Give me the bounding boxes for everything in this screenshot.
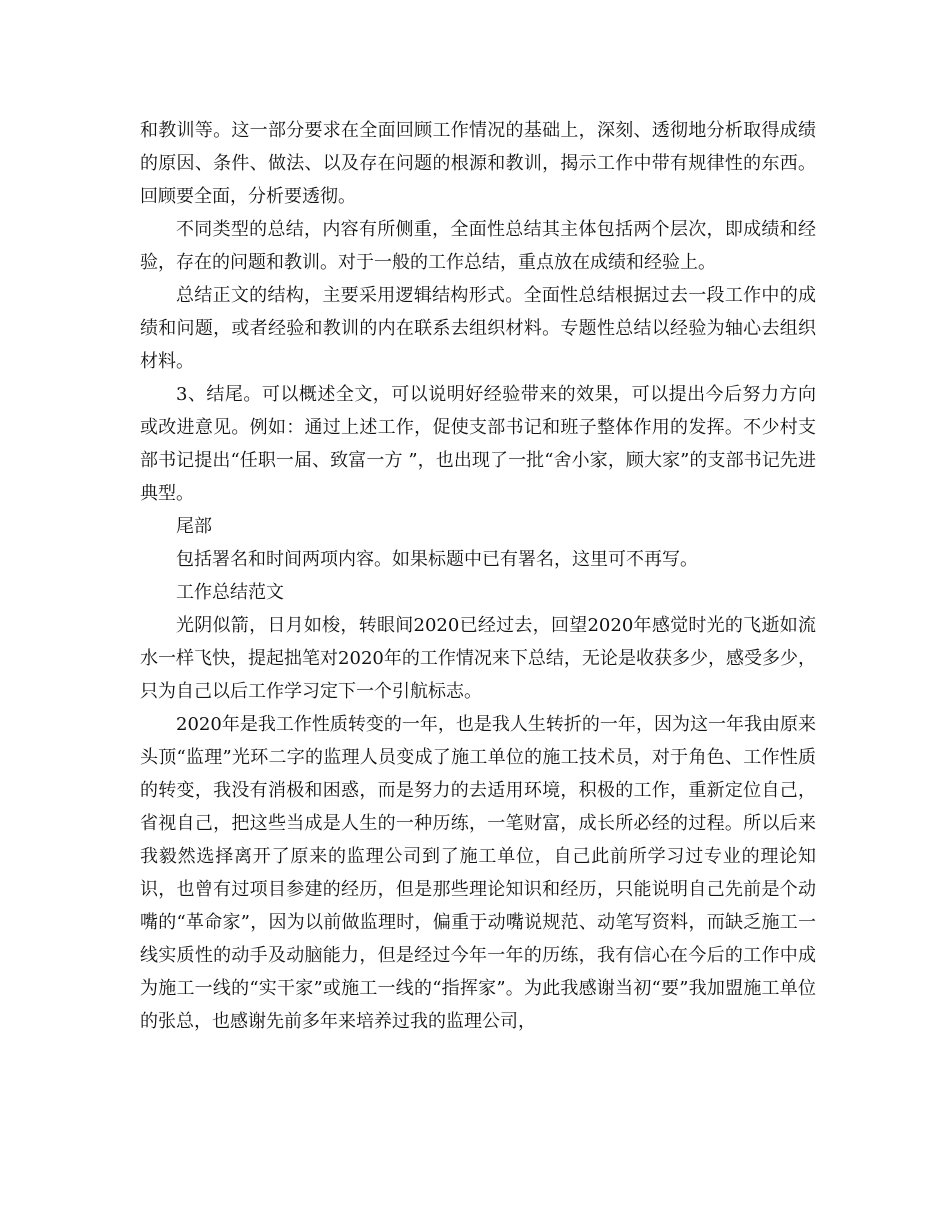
paragraph-3: 总结正文的结构，主要采用逻辑结构形式。全面性总结根据过去一段工作中的成绩和问题，或者经验和教训的内在联系去组织材料。专题性总结以经验为轴心去组织材料。 <box>140 285 816 372</box>
paragraph-2: 不同类型的总结，内容有所侧重，全面性总结其主体包括两个层次，即成绩和经验，存在的问题和教训。对于一般的工作总结，重点放在成绩和经验上。 <box>140 219 816 273</box>
document-body <box>140 114 816 1038</box>
paragraph-6: 包括署名和时间两项内容。如果标题中已有署名，这里可不再写。 <box>176 549 698 570</box>
section-heading-sample: 工作总结范文 <box>176 582 284 603</box>
section-heading-tail: 尾部 <box>176 516 212 537</box>
paragraph-4: 3、结尾。可以概述全文，可以说明好经验带来的效果，可以提出今后努力方向或改进意见。例如：通过上述工作，促使支部书记和班子整体作用的发挥。不少村支部书记提出“任职一届、致富一方 ”，也出现了一批“舍小家，顾大家”的支部书记先进典型。 <box>140 384 816 504</box>
paragraph-1: 和教训等。这一部分要求在全面回顾工作情况的基础上，深刻、透彻地分析取得成绩的原因、条件、做法、以及存在问题的根源和教训，揭示工作中带有规律性的东西。回顾要全面，分析要透彻。 <box>140 120 816 207</box>
paragraph-8: 光阴似箭，日月如梭，转眼间2020已经过去，回望2020年感觉时光的飞逝如流水一样飞快，提起拙笔对2020年的工作情况来下总结，无论是收获多少，感受多少，只为自己以后工作学习定下一个引航标志。 <box>140 615 816 702</box>
paragraph-9: 2020年是我工作性质转变的一年，也是我人生转折的一年，因为这一年我由原来头顶“监理”光环二字的监理人员变成了施工单位的施工技术员，对于角色、工作性质的转变，我没有消极和困惑，而是努力的去适用环境，积极的工作，重新定位自己，省视自己，把这些当成是人生的一种历练，一笔财富，成长所必经的过程。所以后来我毅然选择离开了原来的监理公司到了施工单位，自己此前所学习过专业的理论知识，也曾有过项目参建的经历，但是那些理论知识和经历，只能说明自己先前是个动嘴的“革命家”，因为以前做监理时，偏重于动嘴说规范、动笔写资料，而缺乏施工一线实质性的动手及动脑能力，但是经过今年一年的历练，我有信心在今后的工作中成为施工一线的“实干家”或施工一线的“指挥家”。为此我感谢当初“要”我加盟施工单位的张总，也感谢先前多年来培养过我的监理公司， <box>140 714 816 1032</box>
